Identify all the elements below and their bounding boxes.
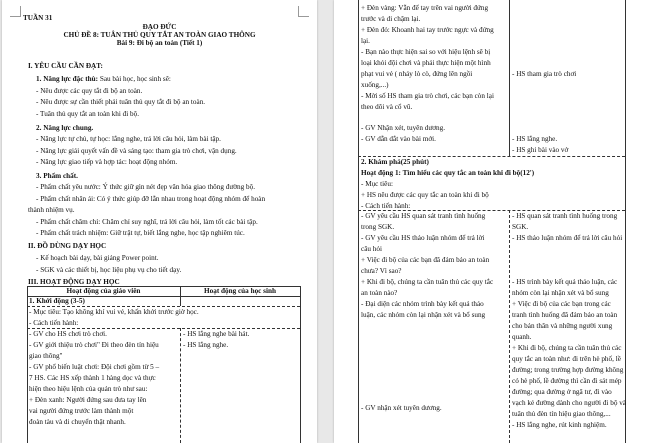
teacher-line: - GV nhận xét tuyên dương.: [361, 404, 442, 412]
list-item: - Phẩm chất nhân ái: Có ý thức giúp đỡ lẫn nhau trong hoạt động nhóm để hoàn: [36, 195, 266, 203]
teacher-line: - Bạn nào thực hiện sai so với hiệu lệnh sẽ bị: [361, 48, 491, 56]
subsection-1-1: [36, 75, 171, 83]
list-item: - Nêu được các quy tắt đi bộ an toàn.: [36, 87, 143, 95]
student-line: nhóm còn lại nhận xét và bổ sung: [512, 289, 609, 297]
list-item: - Phẩm chất yêu nước: Ý thức giữ gìn nét đẹp văn hóa giao thông đường bộ.: [36, 183, 256, 191]
teacher-line: - GV giới thiệu trò chơi" Đi theo đèn tín hiệu: [29, 341, 159, 349]
list-item: - SGK và các thiết bị, học liệu phụ vụ cho tiết dạy.: [36, 266, 182, 274]
teacher-line: câu hỏi: [361, 245, 382, 253]
teacher-line: - GV Nhận xét, tuyên dương.: [361, 124, 446, 132]
table-divider: [358, 156, 625, 157]
lesson-title: Bài 9: Đi bộ an toàn (Tiết 1): [116, 39, 203, 47]
activity-heading: Hoạt động 1: Tìm hiểu các quy tắc an toàn khi đi bộ(12'): [361, 169, 535, 177]
explore-heading: 2. Khám phá(25 phút): [361, 158, 429, 166]
student-line: - HS lắng nghe.: [183, 341, 229, 349]
list-item: - Năng lực giao tiếp và hợp tác: hoạt động nhóm.: [36, 158, 178, 166]
student-line: - HS quan sát tranh tình huống trong: [512, 212, 618, 220]
teacher-line: - GV phổ biến luật chơi: Đội chơi gồm từ 5 –: [29, 363, 160, 371]
table-divider: [27, 328, 300, 329]
list-item: thành nhiệm vụ.: [28, 206, 75, 214]
table-column-divider: [509, 210, 510, 443]
table-divider: [358, 210, 625, 211]
teacher-line: - GV yêu cầu HS thảo luận nhóm để trả lời: [361, 234, 485, 242]
section-2-heading: II. ĐỒ DÙNG DẠY HỌC: [28, 242, 107, 250]
subsection-1-1-title: 1. Năng lực đặc thù:: [36, 75, 99, 83]
teacher-line: - GV yêu cầu HS quan sát tranh tình huống: [361, 212, 486, 220]
subsection-1-2: 2. Năng lực chung.: [36, 124, 94, 132]
section-3-heading: III. HOẠT ĐỘNG DẠY HỌC: [28, 278, 120, 286]
list-item: - Nêu được sự cần thiết phải tuân thủ quy tắt đi bộ an toàn.: [36, 98, 206, 106]
teacher-line: giao thông": [29, 352, 63, 360]
column-header-student: Hoạt động của học sinh: [204, 287, 276, 295]
subsection-1-1-lead: Sau bài học, học sinh sẽ:: [98, 75, 171, 83]
table-border: [300, 286, 301, 443]
table-column-divider: [509, 0, 510, 157]
teacher-line: xuống,...): [361, 81, 389, 89]
teacher-line: theo dõi và cổ vũ.: [361, 103, 413, 111]
activity-line: - Mục tiêu:: [361, 180, 393, 188]
list-item: - Phẩm chất trách nhiệm: Giữ trật tự, biết lắng nghe, học tập nghiêm túc.: [36, 229, 245, 237]
student-line: - HS thảo luận nhóm để trả lời câu hỏi: [512, 234, 623, 242]
student-line: - HS trình bày kết quả thảo luận, các: [512, 278, 618, 286]
week-label: TUẦN 31: [23, 14, 53, 22]
teacher-line: + Việc đi bộ của các bạn đã đảm bảo an toàn: [361, 256, 490, 264]
teacher-line: chưa? Vì sao?: [361, 267, 402, 275]
list-item: - Năng lực tự chủ, tự học: lắng nghe, trả lời câu hỏi, làm bài tập.: [36, 135, 221, 143]
subject-title: ĐẠO ĐỨC: [142, 23, 177, 31]
teacher-line: + Đèn vàng: Vẫn để tay trên vai người đứng: [361, 4, 489, 12]
activity-line: + HS nêu được các quy tắc an toàn khi đi bộ: [361, 191, 489, 199]
student-line: SGK.: [512, 223, 529, 231]
student-line: - HS lắng nghe.: [512, 135, 558, 143]
teacher-line: + Khi đi bộ, chúng ta cần tuân thủ các quy tắc: [361, 278, 494, 286]
teacher-line: vai người đứng trước làm thành một: [29, 407, 134, 415]
teacher-line: trong SGK.: [361, 223, 395, 231]
teacher-line: 7 HS. Các HS xếp thành 1 hàng dọc và thực: [29, 374, 156, 382]
document-page-left: [2, 0, 317, 443]
student-line: quy tắc an toàn như: đi trên hè phố, lề: [512, 355, 621, 363]
teacher-line: lại.: [361, 37, 370, 45]
list-item: - Phẩm chất chăm chỉ: Chăm chỉ suy nghĩ, trả lời câu hỏi, làm tốt các bài tập.: [36, 218, 258, 226]
student-line: - HS ghi bài vào vở: [512, 146, 569, 154]
student-line: quanh.: [512, 333, 532, 341]
teacher-line: phạt vui vẻ ( nhảy lò cò, đứng lên ngồi: [361, 70, 473, 78]
crop-mark: [298, 6, 309, 17]
student-line: - HS tham gia trò chơi: [512, 70, 577, 78]
teacher-line: + Đèn xanh: Người đứng sau đưa tay lên: [29, 396, 147, 404]
student-line: + Việc đi bộ của các bạn trong các: [512, 300, 611, 308]
teacher-line: luận, các nhóm còn lại nhận xét và bổ sung: [361, 311, 486, 319]
student-line: - HS lắng nghe, rút kinh nghiệm.: [512, 421, 607, 429]
activity-line: - Cách tiến hành:: [361, 202, 411, 210]
student-line: tuân thủ đèn tín hiệu giao thông,...: [512, 410, 611, 418]
teacher-line: - Đại diện các nhóm trình bày kết quả thảo: [361, 300, 484, 308]
student-line: có hè phố, lề đường thì cần đi sát mép: [512, 377, 622, 385]
teacher-line: - Mời số HS tham gia trò chơi, các bạn còn lại: [361, 92, 494, 100]
table-column-divider: [180, 328, 181, 443]
teacher-line: - GV cho HS chơi trò chơi.: [29, 330, 107, 338]
teacher-line: - GV dẫn dắt vào bài mới.: [361, 135, 436, 143]
warmup-heading: 1. Khởi động (3-5): [29, 297, 85, 305]
crop-mark: [10, 6, 21, 17]
student-line: đường; qua đường ở ngã tư, đi vào: [512, 388, 612, 396]
teacher-line: trước và di chậm lại.: [361, 15, 421, 23]
table-divider: [27, 306, 300, 307]
student-line: + Khi đi bộ, chúng ta cần tuân thủ các: [512, 344, 622, 352]
student-line: đường; trong trường hợp đường không: [512, 366, 624, 374]
table-border: [625, 0, 626, 443]
table-border: [358, 0, 359, 443]
teacher-line: an toàn nào?: [361, 289, 398, 297]
teacher-line: đoàn tàu và di chuyển thật nhanh.: [29, 418, 126, 426]
student-line: - HS lắng nghe bài hát.: [183, 330, 250, 338]
teacher-line: + Đèn đỏ: Khoanh hai tay trước ngực và đứng: [361, 26, 494, 34]
student-line: cho bản thân và những người xung: [512, 322, 613, 330]
column-header-teacher: Hoạt động của giáo viên: [66, 287, 141, 295]
list-item: - Kế hoạch bài dạy, bài giảng Power point.: [36, 254, 159, 262]
student-line: tranh tình huống đã đảm bảo an toàn: [512, 311, 618, 319]
subsection-1-3: 3. Phẩm chất.: [36, 172, 78, 180]
list-item: - Năng lực giải quyết vấn đề và sáng tạo: tham gia trò chơi, vận dụng.: [36, 147, 237, 155]
table-border: [27, 286, 28, 443]
topic-title: CHỦ ĐỀ 8: TUÂN THỦ QUY TẮT AN TOÀN GIAO THÔNG: [63, 31, 256, 39]
document-page-right: [334, 0, 650, 443]
list-item: - Tuân thủ quy tắt an toàn khi đi bộ.: [36, 110, 140, 118]
student-line: vạch kẻ đường dành cho người đi bộ và: [512, 399, 626, 407]
warmup-line: - Cách tiến hành:: [29, 319, 79, 327]
section-1-heading: I. YÊU CẦU CẦN ĐẠT:: [28, 62, 103, 70]
table-column-divider: [180, 286, 181, 306]
warmup-line: - Mục tiêu: Tạo không khí vui vẻ, khấn khởi trước giờ học.: [29, 308, 199, 316]
teacher-line: hiện theo hiệu lệnh của quản trò như sau:: [29, 385, 148, 393]
teacher-line: loại khỏi đội chơi và phải thực hiện một hình: [361, 59, 491, 67]
